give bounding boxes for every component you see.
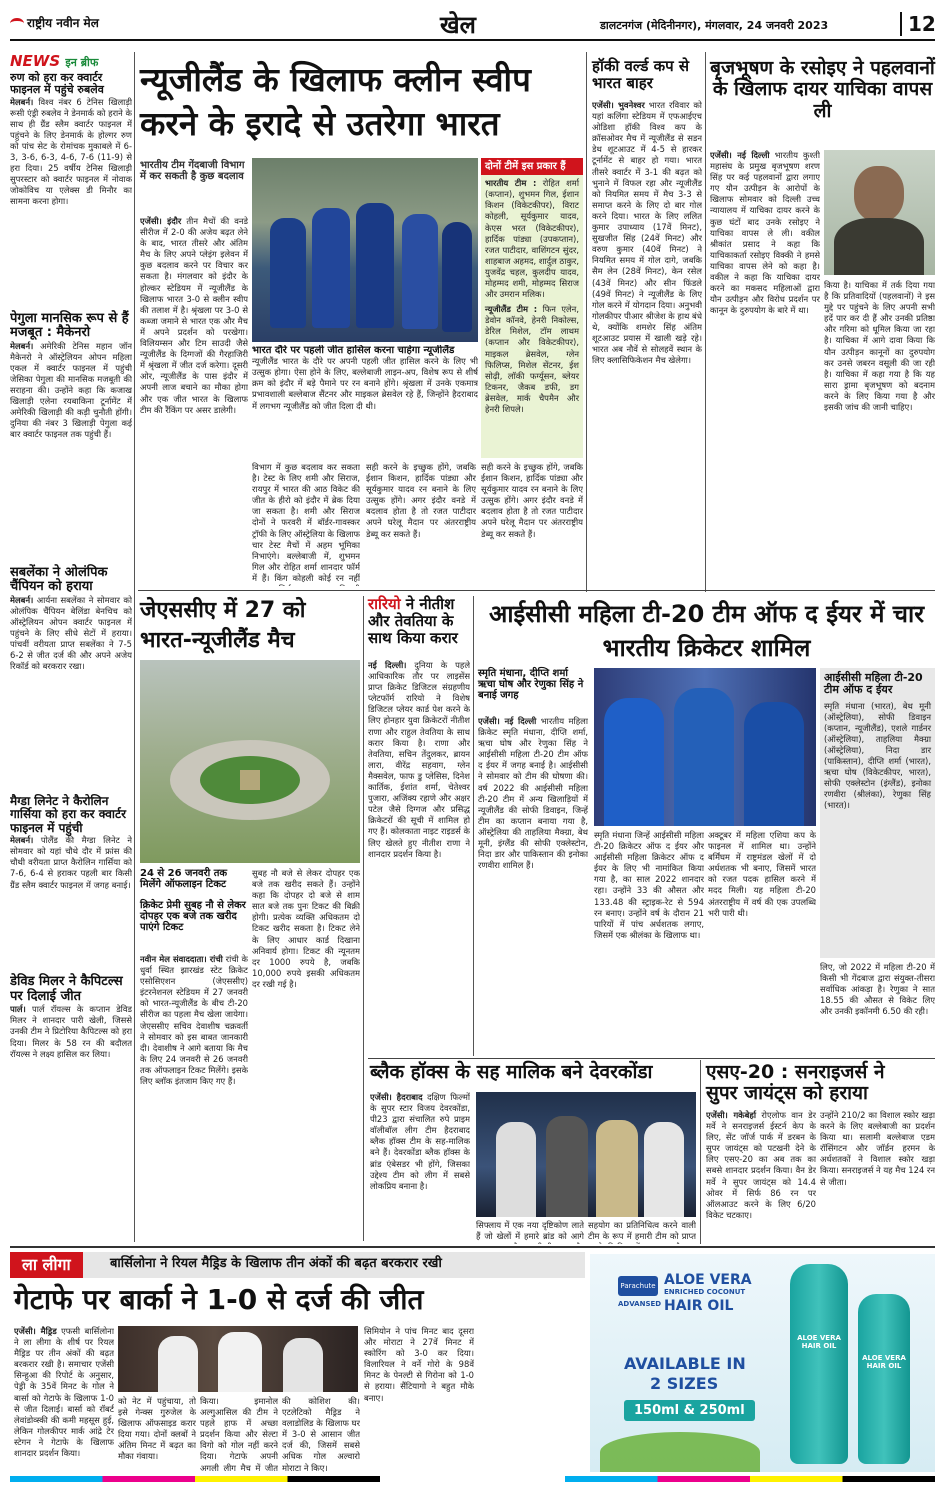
lead-team-photo — [252, 158, 478, 342]
brief-title: पेगुला मानसिक रूप से हैं मजबूत : मैकेनरो — [10, 310, 129, 341]
laliga-headline: गेटाफे पर बार्का ने 1-0 से दर्ज की जीत — [14, 1283, 424, 1316]
laliga-players-photo — [118, 1326, 358, 1392]
hockey-body: एजेंसी। भुवनेश्वर भारत रविवार को यहां कलिंगा स्टेडियम में एफआईएच ओडिशा हॉकी विश्व कप के क्रॉसओवर मैच में न्यूजीलैंड से सडन डेथ शूटआउट में 4-5 से हारकर टूर्नामेंट से बाहर हो गया। भारत तीसरे क्वार्टर में 3-1 की बढ़त को भुनाने में विफल रहा और न्यूजीलैंड को नियमित समय में मैच 3-3 से समाप्त करने के लिए दो बार गोल करने दिया। भारत के लिए ललित कुमार उपाध्याय (17वें मिनट), सुखजीत सिंह (24वें मिनट) और वरुण कुमार (40वें मिनट) ने नियमित समय में गोल दागे, जबकि सैम लेन (28वें मिनट), केन रसेल (43वें मिनट) और सीन फिंडले (49वें मिनट) ने न्यूजीलैंड के लिए गोल करने में योगदान दिया। अनुभवी गोलकीपर पीआर श्रीजेश के हाथ बंधे थे, क्योंकि शमशेर सिंह अंतिम शूटआउट प्रयास में खाली खड़े रहे। भारत अब नौवें से सोलहवें स्थान के लिए क्लासिफिकेशन मैच खेलेगा। — [592, 100, 702, 366]
lead-body-col1: एजेंसी। इंदौर तीन मैचों की वनडे सीरीज में 2-0 की अजेय बढ़त लेने के बाद, भारत तीसरे और अंतिम मैच के लिए अपने प्लेइंग इलेवन में कुछ बदलाव करने पर विचार कर सकता है। मंगलवार को इंदौर के होल्कर स्टेडियम में न्यूजीलैंड के खिलाफ भारत 3-0 से क्लीन स्वीप की तलाश में है। श्रृंखला पर 3-0 से कब्जा जमाने से भारत एक और मैच में अपने प्रदर्शन को परखेगा। विलियम्सन और टिम साउदी जैसे न्यूजीलैंड के दिग्गजों की गैरहाजिरी में श्रृंखला में जीत दर्ज करेगा। दूसरी ओर, न्यूजीलैंड के पास इंदौर में अपनी लाज बचाने का मौका होगा और एक जीत भारत के खिलाफ टीम की रैंकिंग पर असर डालेगी। — [140, 216, 248, 415]
hawks-event-photo — [476, 1092, 696, 1217]
laliga-body-col4: की कोशिश की। एटलेटिको मैड्रिड ने वलाडोलिड के खिलाफ घर में 3-0 से आसान जीत दर्ज की, जिसमें सबसे अधिक गोल अल्वारो मोराटा ने किए। — [282, 1396, 360, 1472]
brief-item — [10, 566, 132, 795]
registration-strip — [10, 1476, 935, 1482]
jsca-body-col2: सुबह नौ बजे से लेकर दोपहर एक बजे तक खरीद सकते हैं। उन्होंने कहा कि दोपहर दो बजे से शाम सात बजे तक पुनः टिकट की बिक्री होगी। प्रत्येक व्यक्ति अधिकतम दो टिकट खरीद सकता है। टिकट लेने के लिए आधार कार्ड दिखाना अनिवार्य होगा। टिकट की न्यूनतम दर 1000 रुपये है, जबकि 10,000 रुपये इसकी अधिकतम दर रखी गई है। — [252, 868, 360, 989]
brief-body: मेलबर्न। विश्व नंबर 6 टेनिस खिलाड़ी रूसी एंड्री रुबलेव ने डेनमार्क को हराने के साथ ही ग्रैंड स्लैम क्वार्टर फाइनल में पहुंचने के लिए डेनमार्क के होल्गर रुण को पांच सेट के रोमांचक मुकाबले में 6-3, 3-6, 6-3, 4-6, 7-6 (11-9) से हरा दिया। 25 वर्षीय टेनिस खिलाड़ी सुपरस्टार को क्वार्टर फाइनल में नोवाक जोकोविच या एलेक्स डी मिनौर का सामना करना होगा। — [10, 96, 132, 207]
brij-body-col2: किया है। याचिका में तर्क दिया गया है कि प्रतिवादियों (पहलवानों) ने इस मुद्दे पर पहुंचने के लिए अपनी सभी हदें पार कर दी हैं और उनकी प्रतिष्ठा और गरिमा को धूमिल किया जा रहा है। याचिका में आगे दावा किया कि यौन उत्पीड़न कानूनों का दुरुपयोग कर उनसे जबरन वसूली की जा रही है। याचिका में कहा गया है कि यह सारा ड्रामा बृजभूषण को बदनाम करने के लिए किया गया है और इसकी जांच की जानी चाहिए। — [824, 280, 935, 413]
srh-body-col1: एजेंसी। गकेबेर्हा रोएलोफ वान डेर मर्वे ने सनराइजर्स ईस्टर्न केप के लिए, सेंट जॉर्ज पार्क में डरबन के सुपर जायंट्स को पटखनी देने के लिए एसए-20 का अब तक का सबसे शानदार प्रदर्शन किया। वैन डेर मर्वे ने सुपर जायंट्स को 14.4 ओवर में सिर्फ 86 रन पर ऑलआउट करने के लिए 6/20 विकेट चटकाए। — [706, 1110, 816, 1220]
icc-players-photo — [594, 668, 816, 826]
section-divider — [368, 1058, 935, 1059]
hawks-headline: ब्लैक हॉक्स के सह मालिक बने देवरकोंडा — [370, 1061, 653, 1083]
laliga-strap: बार्सिलोना ने रियल मैड्रिड के खिलाफ तीन अंकों की बढ़त बरकरार रखी — [110, 1256, 442, 1271]
brief-body: मेलबर्न। अमेरिकी टेनिस महान जॉन मैकेनरो ने ऑस्ट्रेलियन ओपन महिला एकल में क्वार्टर फाइनल में पहुंची जेसिका पेगुला की मानसिक मजबूती की सराहना की। उन्होंने कहा कि कजाख खिलाड़ी एलेना रयबाकिना टूर्नामेंट में अमेरिकी खिलाड़ी की कड़ी चुनौती होंगी। दुनिया की नंबर 3 खिलाड़ी पेगुला कई बार क्वार्टर फाइनल तक पहुंची हैं। — [10, 340, 132, 440]
laliga-body-col2: को नेट में पहुंचाया, तो इसे गेन्क्स गुरुजेल के खिलाफ ऑफसाइड करार दिया गया। दोनों क्लबों ने अंतिम मिनट में बढ़त का मौका गंवाया। — [118, 1396, 196, 1462]
parachute-ad — [590, 1254, 935, 1472]
jsca-body-col1: नवीन मेल संवाददाता। रांची रांची के धुर्वा स्थित झारखंड स्टेट क्रिकेट एसोसिएशन (जेएससीए) इंटरनेशनल स्टेडियम में 27 जनवरी को भारत-न्यूजीलैंड के बीच टी-20 सीरीज का पहला मैच खेला जायेगा। जेएससीए सचिव देवाशीष चक्रवर्ती ने सोमवार को इस बाबत जानकारी दी। देवाशीष ने आगे बताया कि मैच के लिए 24 जनवरी से 26 जनवरी तक ऑफलाइन टिकट मिलेंगे। इसके लिए ब्लॉक इंतजाम किए गए हैं। — [140, 954, 248, 1087]
lead-headline: न्यूजीलैंड के खिलाफ क्लीन स्वीप करने के इरादे से उतरेगा भारत — [140, 60, 531, 143]
ad-line-2: 2 SIZES — [650, 1374, 719, 1393]
column-divider — [363, 596, 364, 1241]
laliga-strap-bar — [10, 1252, 585, 1278]
newspaper-logo: राष्ट्रीय नवीन मेल — [10, 14, 99, 31]
parachute-logo: Parachute — [618, 1276, 658, 1296]
jsca-stadium-photo — [140, 660, 360, 863]
brief-body: मेलबर्न। पोलैंड की मैग्डा लिनेट ने सोमवार को यहां चौथे दौर में फ्रांस की चौथी वरीयता प्राप्त कैरोलिन गार्सिया को 7-6, 6-4 से हराकर पहली बार किसी ग्रैंड स्लैम क्वार्टर फाइनल में जगह बनाई। — [10, 835, 132, 890]
ad-product-2: ENRICHED COCONUT — [664, 1288, 746, 1296]
hair-oil-bottle-large: ALOE VERA HAIR OIL — [790, 1264, 848, 1464]
icc-team-box: आईसीसी महिला टी-20 टीम ऑफ द ईयर स्मृति मंधाना (भारत), बेथ मूनी (ऑस्ट्रेलिया), सोफी डिवाइन (कप्तान, न्यूजीलैंड), एशले गार्डनर (ऑस्ट्रेलिया), ताहलिया मैक्ग्रा (ऑस्ट्रेलिया), निदा डार (पाकिस्तान), दीप्ति शर्मा (भारत), ऋचा घोष (विकेटकीपर, भारत), सोफी एक्लेस्टोन (इंग्लैंड), इनोका रणवीरा (श्रीलंका), रेणुका सिंह (भारत)। — [820, 668, 935, 958]
rariyo-body: नई दिल्ली। दुनिया के पहले आधिकारिक तौर पर लाइसेंस प्राप्त क्रिकेट डिजिटल संग्रहणीय प्लेटफॉर्म रारियो ने विशेष डिजिटल प्लेयर कार्ड पेश करने के लिए होनहार युवा क्रिकेटरों नीतीश राणा और राहुल तेवतिया के साथ करार किया है। राणा और तेवतिया, सचिन तेंदुलकर, ब्रायन लारा, वीरेंद्र सहवाग, ग्लेन मैक्सवेल, फाफ डु प्लेसिस, दिनेश कार्तिक, ईशांत शर्मा, चेतेश्वर पुजारा, अजिंक्य रहाणे और अक्षर पटेल जैसे दिग्गज और प्रसिद्ध क्रिकेटरों की सूची में शामिल हो गए हैं। कोलकाता नाइट राइडर्स के लिए खेलते हुए नीतीश राणा ने शानदार प्रदर्शन किया है। — [368, 660, 470, 859]
ad-product-1: ALOE VERA — [664, 1272, 752, 1288]
masthead — [0, 0, 945, 40]
srh-headline: एसए-20 : सनराइजर्स ने सुपर जायंट्स को हराया — [706, 1061, 885, 1105]
news-brief-label: NEWS इन ब्रीफ — [10, 52, 99, 70]
lead-body-col4: सही करने के इच्छुक होंगे, जबकि ईशान किशन, हार्दिक पांड्या और सूर्यकुमार यादव रन बनाने के लिए उत्सुक होंगे। अगर इंदौर वनडे में बदलाव होता है तो रजत पाटीदार अपने घरेलू मैदान पर अंतरराष्ट्रीय डेब्यू कर सकते हैं। — [481, 462, 583, 539]
brief-item — [10, 795, 132, 975]
column-divider — [586, 52, 587, 592]
ad-brand-tag: ADVANSED — [618, 1300, 662, 1308]
brief-item — [10, 72, 132, 312]
brij-body-col1: एजेंसी। नई दिल्ली भारतीय कुश्ती महासंघ के प्रमुख बृजभूषण शरण सिंह पर कई पहलवानों द्वारा लगाए गए यौन उत्पीड़न के आरोपों के खिलाफ सोमवार को दिल्ली उच्च न्यायालय में याचिका दायर करने के कुछ घंटों बाद उनके रसोइए ने याचिका वापस ले ली। वकील श्रीकांत प्रसाद ने कहा कि याचिकाकर्ता रसोइए विक्की ने हमसे याचिका वापस लेने को कहा है। वकील ने कहा कि याचिका दायर करने का मकसद महिलाओं द्वारा यौन उत्पीड़न और विरोध प्रदर्शन पर कानून के दुरुपयोग के बारे में था। — [710, 150, 820, 316]
news-brief-column — [10, 52, 132, 1242]
teams-box: दोनों टीमें इस प्रकार हैं भारतीय टीम : रोहित शर्मा (कप्तान), शुभमन गिल, ईशान किशन (विकेटकीपर), विराट कोहली, सूर्यकुमार यादव, केएस भरत (विकेटकीपर), हार्दिक पांड्या (उपकप्तान), रजत पाटीदार, वाशिंगटन सुंदर, शाहबाज अहमद, शार्दुल ठाकुर, युजवेंद्र चहल, कुलदीप यादव, मोहम्मद शमी, मोहम्मद सिराज और उमरान मलिक। न्यूजीलैंड टीम : फिन एलेन, डेवोन कॉनवे, हेनरी निकोल्स, डेरिल मिशेल, टॉम लाथम (कप्तान और विकेटकीपर), माइकल ब्रेसवेल, ग्लेन फिलिप्स, मिशेल सेंटनर, ईश सोढ़ी, लॉकी फर्ग्यूसन, ब्लेयर टिकनर, जैकब डफी, डग ब्रेसवेल, मार्क चैपमैन और हेनरी शिपले। — [481, 158, 583, 458]
ad-product-3: HAIR OIL — [664, 1298, 734, 1314]
hawks-body-col1: एजेंसी। हैदराबाद दक्षिण फिल्मों के सुपर स्टार विजय देवरकोंडा, पी23 द्वारा संचालित रुपे प्राइम वॉलीबॉल लीग टीम हैदराबाद ब्लैक हॉक्स टीम के सह-मालिक बने हैं। देवरकोंडा ब्लैक हॉक्स के ब्रांड एंबेसडर भी होंगे, जिसका उद्देश्य टीम को लीग में सबसे लोकप्रिय बनाना है। — [370, 1092, 470, 1191]
icc-headline: आईसीसी महिला टी-20 टीम ऑफ द ईयर में चार भारतीय क्रिकेटर शामिल — [488, 600, 925, 662]
aloe-leaf-icon — [600, 1432, 760, 1472]
brief-body: मेलबर्न। आर्यना सबलेंका ने सोमवार को ओलंपिक चैंपियन बेलिंडा बेनचिच को ऑस्ट्रेलियन ओपन क्वार्टर फाइनल में पहुंचने के लिए सीधे सेटों में हराया। पांचवीं वरीयता प्राप्त सबलेंका ने 7-5 6-2 से जीत दर्ज की और अपने अजेय रिकॉर्ड को बरकरार रखा। — [10, 594, 132, 672]
lead-body-col2: विभाग में कुछ बदलाव कर सकता है। टेस्ट के लिए शमी और सिराज, रायपुर में भारत की आठ विकेट की जीत के हीरो को इंदौर में ब्रेक दिया जा सकता है। शमी और सिराज दोनों ने फरवरी में बॉर्डर-गावस्कर ट्रॉफी के लिए ऑस्ट्रेलिया के खिलाफ चार टेस्ट मैचों में अहम भूमिका निभाएंगे। बल्लेबाजी में, शुभमन गिल और रोहित शर्मा शानदार फॉर्म में हैं। किंग कोहली कोई रन नहीं — [252, 462, 360, 583]
lead-body-col3: सही करने के इच्छुक होंगे, जबकि ईशान किशन, हार्दिक पांड्या और सूर्यकुमार यादव रन बनाने के लिए उत्सुक होंगे। अगर इंदौर वनडे में बदलाव होता है तो रजत पाटीदार अपने घरेलू मैदान पर अंतरराष्ट्रीय डेब्यू कर सकते हैं। — [366, 462, 476, 539]
section-title: खेल — [440, 11, 476, 39]
bird-icon — [10, 18, 24, 29]
hockey-headline: हॉकी वर्ल्ड कप से भारत बाहर — [592, 57, 689, 92]
brief-title: मैग्डा लिनेट ने कैरोलिन गार्सिया को हरा कर क्वार्टर फाइनल में पहुंची — [10, 793, 126, 835]
rariyo-headline: रारियो ने नीतीश और तेवतिया के साथ किया करार — [368, 595, 458, 647]
hawks-body-col3: सहयोग का प्रतिनिधित्व करने वाली टीम के रूप में हमारी टीम को प्राप्त — [588, 1220, 696, 1242]
brief-title: सबलेंका ने ओलंपिक चैंपियन को हराया — [10, 564, 108, 595]
hair-oil-bottle-small: ALOE VERA HAIR OIL — [858, 1294, 910, 1464]
icc-body-col2: स्मृति मंधाना जिन्हें आईसीसी महिला टी-20 क्रिकेटर ऑफ द ईयर और आईसीसी महिला क्रिकेटर ऑफ द ईयर के लिए भी नामांकित किया गया है, का साल 2022 शानदार रहा। उन्होंने 33 की औसत और 133.48 की स्ट्राइक-रेट से 594 रन बनाए। उन्होंने वर्ष के दौरान 21 पारियों में पांच अर्धशतक लगाए, जिसमें एक श्रीलंका के खिलाफ था। — [594, 830, 704, 940]
jsca-sub-1: 24 से 26 जनवरी तक मिलेंगे ऑफलाइन टिकट — [140, 868, 228, 891]
brief-item — [10, 312, 132, 566]
lead-caption: भारत दौरे पर पहली जीत हासिल करना चाहेगा न्यूजीलैंड न्यूजीलैंड भारत के दौरे पर अपनी पहली जीत हासिल करने के लिए भी उत्सुक होगा। ऐसा होने के लिए, बल्लेबाजी लाइन-अप, विशेष रूप से शीर्ष क्रम को इंदौर में बड़े पैमाने पर रन बनाने होंगे। श्रृंखला में उनके एकमात्र प्रभावशाली बल्लेबाज सैंटनर और माइकल ब्रेसवेल रहे हैं, जिन्होंने हैदराबाद में लगभग न्यूजीलैंड को जीत दिला दी थी। — [252, 345, 478, 411]
column-divider — [473, 596, 474, 1056]
brief-body: पार्ल। पार्ल रॉयल्स के कप्तान डेविड मिलर ने शानदार पारी खेली, जिससे उनकी टीम ने प्रिटोरिया कैपिटल्स को हरा दिया। मिलर के 58 रन की बदौलत रॉयल्स ने लक्ष्य हासिल कर लिया। — [10, 1004, 132, 1059]
column-divider — [705, 52, 706, 592]
brief-item — [10, 975, 132, 1242]
column-divider — [134, 52, 135, 1242]
jsca-headline: जेएससीए में 27 को भारत-न्यूजीलैंड मैच — [140, 598, 306, 653]
brief-title: रुण को हरा कर क्वार्टर फाइनल में पहुंचे रुबलेव — [10, 71, 104, 97]
section-divider — [10, 1246, 935, 1248]
ad-line-1: AVAILABLE IN — [624, 1354, 746, 1373]
column-divider — [700, 1060, 701, 1244]
masthead-rule — [10, 39, 935, 41]
icc-kicker: स्मृति मंधाना, दीप्ति शर्मा ऋचा घोष और रेणुका सिंह ने बनाई जगह — [478, 668, 584, 702]
section-divider — [138, 590, 935, 591]
brief-title: डेविड मिलर ने कैपिटल्स पर दिलाई जीत — [10, 974, 123, 1004]
laliga-body-col3: किया। इमानोल अल्गुआसिल की टीम ने पहले हाफ में अच्छा प्रदर्शन किया और सेल्टा विगो को गोल नहीं करने दिया। गेटाफे अपनी अगली लीग मैच में जीत — [200, 1396, 278, 1472]
brij-headline: बृजभूषण के रसोइए ने पहलवानों के खिलाफ दायर याचिका वापस ली — [710, 57, 935, 122]
teams-box-title: दोनों टीमें इस प्रकार हैं — [481, 158, 583, 175]
brij-photo — [824, 150, 935, 275]
laliga-body-col1: एजेंसी। मैड्रिड एफसी बार्सिलोना ने ला लीगा के शीर्ष पर रियल मैड्रिड पर तीन अंकों की बढ़त बरकरार रखी है। समाचार एजेंसी सिन्हुआ की रिपोर्ट के अनुसार, पेड्री के 35वें मिनट के गोल ने बार्सा को गेटाफे के खिलाफ 1-0 से जीत दिलाई। बार्सा को रॉबर्ट लेवांडोव्स्की की कमी महसूस हुई, लेकिन गोलकीपर मार्क आंद्रे टेर स्टेगन ने गेटाफे के खिलाफ शानदार प्रदर्शन किया। — [14, 1326, 114, 1459]
icc-body-col1: एजेंसी। नई दिल्ली भारतीय महिला क्रिकेट स्मृति मंधाना, दीप्ति शर्मा, ऋचा घोष और रेणुका सिंह ने आईसीसी महिला टी-20 टीम ऑफ द ईयर में जगह बनाई है। आईसीसी ने सोमवार को टीम की घोषणा की। वर्ष 2022 की आईसीसी महिला टी-20 टीम में अन्य खिलाड़ियों में न्यूजीलैंड की सोफी डिवाइन, जिन्हें टीम का कप्तान बनाया गया है, ऑस्ट्रेलिया की ताहलिया मैक्ग्रा, बेथ मूनी, इंग्लैंड की सोफी एक्लेस्टोन, निदा डार और पाकिस्तान की इनोका रणवीरा शामिल हैं। — [478, 716, 588, 871]
icc-body-col4: लिए, जो 2022 में महिला टी-20 में किसी भी गेंदबाज द्वारा संयुक्त-तीसरा सर्वाधिक आंकड़ा है। रेणुका ने सात 18.55 की औसत से विकेट लिए और उनकी इकॉनमी 6.50 की रही। — [820, 962, 935, 1017]
page-number: 12 — [900, 12, 936, 36]
srh-body-col2: उन्होंने 210/2 का विशाल स्कोर खड़ा करने के लिए बल्लेबाजी का प्रदर्शन किया था। सलामी बल्लेबाज एडम रॉसिंगटन और जॉर्डन हरमन के अर्धशतकों ने विशाल स्कोर खड़ा किया। सनराइजर्स ने यह मैच 124 रन से जीता। — [820, 1110, 935, 1187]
dateline-header: डालटनगंज (मेदिनीनगर), मंगलवार, 24 जनवरी 2023 — [600, 19, 829, 32]
ad-sizes-badge: 150ml & 250ml — [624, 1400, 755, 1421]
laliga-body-col5: सिमियोन ने पांच मिनट बाद दूसरा और मोराटा ने 27वें मिनट में स्कोरिंग को 3-0 कर दिया। विलारियल ने वर्ने गोरो के 98वें मिनट के पेनल्टी से गिरोना को 1-0 से हराया। सैंटियागो ने बहुत मौके बनाए। — [364, 1326, 474, 1403]
icc-body-col3: अक्टूबर में महिला एशिया कप के फाइनल में शामिल था। उन्होंने बर्मिंघम में राष्ट्रमंडल खेलों में दो अर्धशतक भी बनाए, जिसमें भारत को रजत पदक हासिल करने में मदद मिली। यह महिला टी-20 अंतरराष्ट्रीय में वर्ष की एक उपलब्धि भरी पारी थी। — [708, 830, 816, 918]
jsca-sub-2: क्रिकेट प्रेमी सुबह नौ से लेकर दोपहर एक बजे तक खरीद पाएंगे टिकट — [140, 900, 246, 934]
hawks-body-col2: सिफ्लाय में एक नया दृष्टिकोण लाते हैं जो खेलों में हमारे ब्रांड को आगे — [476, 1220, 584, 1242]
laliga-tag: ला लीगा — [10, 1252, 83, 1278]
lead-kicker: भारतीय टीम गेंदबाजी विभाग में कर सकती है कुछ बदलाव — [140, 160, 245, 183]
